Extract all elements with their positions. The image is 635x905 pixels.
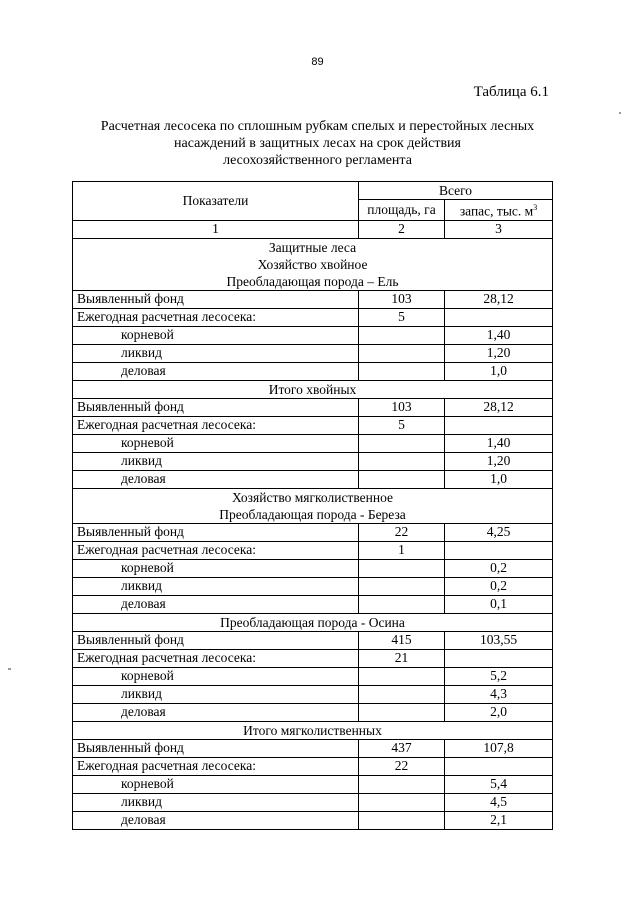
- title-line: насаждений в защитных лесах на срок действия: [173, 136, 461, 151]
- indicator-cell: Ежегодная расчетная лесосека:: [73, 541, 359, 559]
- section-heading: [73, 721, 553, 739]
- section-row: [73, 380, 553, 398]
- indicator-cell: Ежегодная расчетная лесосека:: [73, 649, 359, 667]
- stock-cell: 4,5: [445, 793, 553, 811]
- page-number: 89: [311, 56, 324, 68]
- section-heading-line: Преобладающая порода – Ель: [226, 273, 399, 289]
- area-cell: [359, 775, 445, 793]
- stock-cell: [445, 416, 553, 434]
- table-row: [73, 308, 553, 326]
- area-cell: 437: [359, 739, 445, 757]
- section-heading-line: Хозяйство мягколиственное: [232, 489, 393, 505]
- table-label: Таблица 6.1: [473, 84, 549, 100]
- header-stock-text: запас, тыс. м: [459, 203, 534, 219]
- indicator-cell: деловая: [73, 703, 359, 721]
- area-cell: 22: [359, 757, 445, 775]
- table-row: [73, 595, 553, 613]
- indicator-cell: ликвид: [73, 344, 359, 362]
- area-cell: 21: [359, 649, 445, 667]
- table-row: [73, 434, 553, 452]
- indicator-cell: деловая: [73, 811, 359, 829]
- stock-cell: 1,0: [445, 362, 553, 380]
- table-row: [73, 811, 553, 829]
- section-row: [73, 238, 553, 290]
- area-cell: [359, 595, 445, 613]
- stock-cell: 0,1: [445, 595, 553, 613]
- area-cell: 5: [359, 308, 445, 326]
- indicator-cell: Выявленный фонд: [73, 631, 359, 649]
- indicator-cell: Ежегодная расчетная лесосека:: [73, 416, 359, 434]
- indicator-cell: ликвид: [73, 577, 359, 595]
- table-row: [73, 541, 553, 559]
- table-row: [73, 649, 553, 667]
- indicator-cell: Ежегодная расчетная лесосека:: [73, 308, 359, 326]
- section-heading: [73, 613, 553, 631]
- indicator-cell: Ежегодная расчетная лесосека:: [73, 757, 359, 775]
- area-cell: [359, 793, 445, 811]
- area-cell: 415: [359, 631, 445, 649]
- indicator-cell: корневой: [73, 775, 359, 793]
- stock-cell: 5,4: [445, 775, 553, 793]
- area-cell: [359, 559, 445, 577]
- table-row: [73, 559, 553, 577]
- table-row: [73, 362, 553, 380]
- allowable-cut-table: [72, 181, 553, 830]
- stock-cell: 1,40: [445, 326, 553, 344]
- table-row: [73, 739, 553, 757]
- indicator-cell: корневой: [73, 434, 359, 452]
- indicator-cell: деловая: [73, 362, 359, 380]
- section-row: [73, 721, 553, 739]
- header-area: площадь, га: [359, 200, 445, 221]
- table-row: [73, 757, 553, 775]
- indicator-cell: корневой: [73, 667, 359, 685]
- indicator-cell: корневой: [73, 559, 359, 577]
- area-cell: [359, 577, 445, 595]
- stock-cell: 2,1: [445, 811, 553, 829]
- area-cell: [359, 470, 445, 488]
- table-row: [73, 631, 553, 649]
- table-body: [73, 182, 553, 830]
- area-cell: [359, 326, 445, 344]
- table-row: [73, 685, 553, 703]
- section-heading-line: Защитные леса: [268, 239, 357, 255]
- title-line: Расчетная лесосека по сплошным рубкам спелых и перестойных лесных: [100, 119, 535, 134]
- stock-cell: 1,20: [445, 452, 553, 470]
- indicator-cell: деловая: [73, 470, 359, 488]
- indicator-cell: деловая: [73, 595, 359, 613]
- stock-cell: [445, 649, 553, 667]
- indicator-cell: ликвид: [73, 685, 359, 703]
- table-row: [73, 667, 553, 685]
- indicator-cell: Выявленный фонд: [73, 739, 359, 757]
- scan-speck: [8, 668, 11, 670]
- stock-cell: 2,0: [445, 703, 553, 721]
- area-cell: 22: [359, 523, 445, 541]
- column-number-2: 2: [359, 220, 445, 238]
- indicator-cell: Выявленный фонд: [73, 290, 359, 308]
- table-row: [73, 398, 553, 416]
- scan-speck: [619, 112, 621, 114]
- indicator-cell: ликвид: [73, 452, 359, 470]
- stock-cell: [445, 541, 553, 559]
- table-title: [60, 118, 575, 169]
- area-cell: 5: [359, 416, 445, 434]
- table-row: [73, 775, 553, 793]
- section-row: [73, 488, 553, 523]
- table-row: [73, 290, 553, 308]
- table-row: [73, 470, 553, 488]
- stock-cell: 4,25: [445, 523, 553, 541]
- stock-cell: 0,2: [445, 559, 553, 577]
- table-row: [73, 577, 553, 595]
- header-total: Всего: [359, 182, 553, 200]
- indicator-cell: ликвид: [73, 793, 359, 811]
- area-cell: [359, 703, 445, 721]
- area-cell: [359, 452, 445, 470]
- area-cell: 103: [359, 290, 445, 308]
- section-heading: [73, 380, 553, 398]
- table-row: [73, 793, 553, 811]
- section-row: [73, 613, 553, 631]
- stock-cell: [445, 308, 553, 326]
- stock-cell: 1,20: [445, 344, 553, 362]
- area-cell: [359, 811, 445, 829]
- header-stock: [445, 200, 553, 221]
- header-indicators: Показатели: [73, 182, 359, 221]
- table-row: [73, 344, 553, 362]
- table-row: [73, 703, 553, 721]
- table-row: [73, 523, 553, 541]
- area-cell: [359, 362, 445, 380]
- column-number-1: 1: [73, 220, 359, 238]
- section-heading-line: Итого мягколиственных: [243, 722, 382, 738]
- indicator-cell: Выявленный фонд: [73, 398, 359, 416]
- header-row-numbers: [73, 220, 553, 238]
- stock-cell: 103,55: [445, 631, 553, 649]
- table-row: [73, 452, 553, 470]
- section-heading-line: Преобладающая порода - Береза: [219, 506, 406, 522]
- header-row-1: [73, 182, 553, 200]
- area-cell: 103: [359, 398, 445, 416]
- stock-cell: 1,40: [445, 434, 553, 452]
- stock-cell: [445, 757, 553, 775]
- area-cell: [359, 667, 445, 685]
- area-cell: 1: [359, 541, 445, 559]
- title-line: лесохозяйственного регламента: [223, 153, 412, 168]
- stock-cell: 4,3: [445, 685, 553, 703]
- section-heading-line: Итого хвойных: [268, 381, 357, 397]
- column-number-3: 3: [445, 220, 553, 238]
- stock-cell: 5,2: [445, 667, 553, 685]
- table-row: [73, 326, 553, 344]
- stock-cell: 28,12: [445, 290, 553, 308]
- section-heading: [73, 238, 553, 290]
- area-cell: [359, 434, 445, 452]
- area-cell: [359, 344, 445, 362]
- indicator-cell: корневой: [73, 326, 359, 344]
- section-heading: [73, 488, 553, 523]
- section-heading-line: Хозяйство хвойное: [257, 256, 368, 272]
- header-stock-sup: 3: [533, 203, 538, 212]
- stock-cell: 1,0: [445, 470, 553, 488]
- indicator-cell: Выявленный фонд: [73, 523, 359, 541]
- stock-cell: 107,8: [445, 739, 553, 757]
- stock-cell: 28,12: [445, 398, 553, 416]
- stock-cell: 0,2: [445, 577, 553, 595]
- area-cell: [359, 685, 445, 703]
- table-row: [73, 416, 553, 434]
- section-heading-line: Преобладающая порода - Осина: [220, 614, 405, 630]
